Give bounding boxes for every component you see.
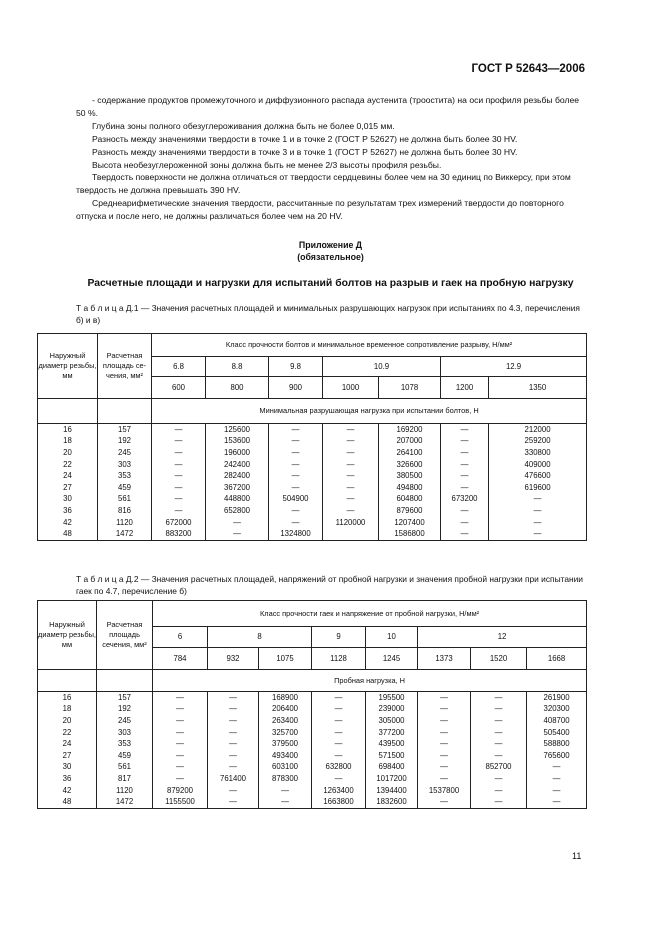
table-cell: 36 bbox=[38, 505, 98, 517]
t2-stress: 1520 bbox=[471, 648, 527, 670]
table-cell: 157 bbox=[97, 692, 153, 704]
table-cell: 125600 bbox=[206, 424, 269, 436]
table-cell: 153600 bbox=[206, 436, 269, 448]
table-cell: — bbox=[269, 505, 323, 517]
table-cell: 816 bbox=[98, 505, 152, 517]
table-cell: 48 bbox=[38, 528, 98, 540]
table-cell: — bbox=[208, 762, 259, 774]
table-cell: 571500 bbox=[366, 750, 418, 762]
table-cell: 196000 bbox=[206, 447, 269, 459]
table-cell: — bbox=[152, 447, 206, 459]
table-cell: 673200 bbox=[441, 494, 489, 506]
table-cell: — bbox=[152, 436, 206, 448]
table-cell: 30 bbox=[38, 762, 97, 774]
table-cell: 207000 bbox=[379, 436, 441, 448]
paragraph: Среднеарифметические значения твердости, рассчитанные по результатам трех измерений твердости до повторного отпуска и после него, не должны различаться более чем на 20 HV. bbox=[76, 198, 564, 222]
page-number: 11 bbox=[572, 851, 582, 861]
table-cell: 379500 bbox=[259, 738, 312, 750]
table-cell: 476600 bbox=[489, 470, 587, 482]
table-cell: — bbox=[153, 704, 208, 716]
table-row bbox=[38, 494, 587, 506]
table-row bbox=[38, 517, 587, 529]
table-cell: — bbox=[489, 494, 587, 506]
table-cell: — bbox=[153, 727, 208, 739]
table-cell: 157 bbox=[98, 424, 152, 436]
table-cell: — bbox=[323, 447, 379, 459]
paragraph: - содержание продуктов промежуточного и диффузионного распада аустенита (троостита) на оси профиля резьбы более 50 %. bbox=[76, 95, 580, 118]
table-cell: 1120000 bbox=[323, 517, 379, 529]
t1-class: 8.8 bbox=[206, 357, 269, 377]
table-cell: — bbox=[323, 436, 379, 448]
t1-strength: 900 bbox=[269, 377, 323, 399]
table-cell: 168900 bbox=[259, 692, 312, 704]
body-text bbox=[76, 94, 585, 223]
table-cell: — bbox=[153, 715, 208, 727]
table-cell: — bbox=[441, 447, 489, 459]
table-cell: — bbox=[471, 715, 527, 727]
table-cell: — bbox=[152, 494, 206, 506]
table-cell: — bbox=[441, 424, 489, 436]
table-cell: — bbox=[489, 505, 587, 517]
t2-header-diam: Наружный диаметр резьбы, мм bbox=[38, 601, 97, 670]
paragraph: Твердость поверхности не должна отличаться от твердости сердцевины более чем на 30 единиц по Виккерсу, при этом твердость не должна превышать 390 HV. bbox=[76, 172, 571, 196]
table-cell: — bbox=[208, 715, 259, 727]
t1-class: 6.8 bbox=[152, 357, 206, 377]
table-d2 bbox=[37, 600, 587, 809]
table-cell: 1663800 bbox=[312, 796, 366, 808]
table-cell: — bbox=[471, 796, 527, 808]
table-cell: 169200 bbox=[379, 424, 441, 436]
t1-class: 10.9 bbox=[323, 357, 441, 377]
table-cell: — bbox=[323, 459, 379, 471]
t2-stress: 932 bbox=[208, 648, 259, 670]
t2-stress: 784 bbox=[153, 648, 208, 670]
table-cell: 206400 bbox=[259, 704, 312, 716]
table-cell: 16 bbox=[38, 692, 97, 704]
table-cell: 27 bbox=[38, 482, 98, 494]
table-cell bbox=[323, 528, 379, 540]
table-cell: 883200 bbox=[152, 528, 206, 540]
table-row bbox=[38, 459, 587, 471]
table-cell: — bbox=[418, 715, 471, 727]
table-cell: — bbox=[208, 738, 259, 750]
table-cell: — bbox=[153, 773, 208, 785]
table-cell: — bbox=[471, 692, 527, 704]
table-cell: — bbox=[323, 482, 379, 494]
table-cell: 330800 bbox=[489, 447, 587, 459]
table-cell: — bbox=[441, 482, 489, 494]
t1-strength: 1350 bbox=[489, 377, 587, 399]
table-cell: 1207400 bbox=[379, 517, 441, 529]
table-row bbox=[38, 715, 587, 727]
table-row bbox=[38, 750, 587, 762]
table-cell: — bbox=[441, 528, 489, 540]
table-cell: 195500 bbox=[366, 692, 418, 704]
table-row bbox=[38, 447, 587, 459]
table-cell: 817 bbox=[97, 773, 153, 785]
table-cell: — bbox=[269, 447, 323, 459]
table-cell: — bbox=[323, 494, 379, 506]
table-cell: 1472 bbox=[97, 796, 153, 808]
table-cell: — bbox=[206, 528, 269, 540]
table-row bbox=[38, 796, 587, 808]
table-cell: 325700 bbox=[259, 727, 312, 739]
table-cell: — bbox=[441, 517, 489, 529]
table-cell: 30 bbox=[38, 494, 98, 506]
table-cell: — bbox=[471, 773, 527, 785]
table-cell: — bbox=[418, 762, 471, 774]
table1-caption: Т а б л и ц а Д.1 — Значения расчетных площадей и минимальных разрушающих нагрузок при испытаниях по 4.3, перечисления б) и в) bbox=[76, 303, 580, 325]
table-cell: 632800 bbox=[312, 762, 366, 774]
t1-strength: 1078 bbox=[379, 377, 441, 399]
table-cell: 879200 bbox=[153, 785, 208, 797]
table-cell: 408700 bbox=[527, 715, 587, 727]
table-row bbox=[38, 785, 587, 797]
table-cell: 879600 bbox=[379, 505, 441, 517]
table-cell: — bbox=[418, 704, 471, 716]
table-cell: — bbox=[527, 796, 587, 808]
table-cell: — bbox=[152, 482, 206, 494]
table-cell: 242400 bbox=[206, 459, 269, 471]
table-cell: 852700 bbox=[471, 762, 527, 774]
table-cell: — bbox=[206, 517, 269, 529]
table-cell: — bbox=[312, 750, 366, 762]
paragraph: Глубина зоны полного обезуглероживания должна быть не более 0,015 мм. bbox=[92, 120, 395, 131]
table-cell: 603100 bbox=[259, 762, 312, 774]
table-cell: — bbox=[259, 785, 312, 797]
document-code: ГОСТ Р 52643—2006 bbox=[471, 63, 585, 75]
table-cell: 1120 bbox=[97, 785, 153, 797]
table-cell: 494800 bbox=[379, 482, 441, 494]
table-cell: — bbox=[269, 517, 323, 529]
table-cell: 761400 bbox=[208, 773, 259, 785]
table-cell: 1394400 bbox=[366, 785, 418, 797]
table-cell: — bbox=[269, 482, 323, 494]
table-cell: 48 bbox=[38, 796, 97, 808]
table-row bbox=[38, 692, 587, 704]
table-cell: 1537800 bbox=[418, 785, 471, 797]
paragraph: Разность между значениями твердости в точке 3 и в точке 1 (ГОСТ Р 52627) не должна быть более 30 HV. bbox=[92, 146, 518, 157]
table-cell: 192 bbox=[97, 704, 153, 716]
table-cell: 16 bbox=[38, 424, 98, 436]
t2-stress: 1245 bbox=[366, 648, 418, 670]
table-cell: 380500 bbox=[379, 470, 441, 482]
table-cell: 303 bbox=[97, 727, 153, 739]
table-cell: 459 bbox=[98, 482, 152, 494]
table-cell: — bbox=[471, 727, 527, 739]
appendix-title: Приложение Д bbox=[298, 240, 363, 250]
table-cell: — bbox=[208, 704, 259, 716]
table-cell: — bbox=[471, 738, 527, 750]
t2-class: 12 bbox=[418, 627, 587, 648]
table-cell: 1017200 bbox=[366, 773, 418, 785]
table-cell: 24 bbox=[38, 470, 98, 482]
t2-header-area: Расчетная площадь сечения, мм² bbox=[97, 601, 153, 670]
table-cell: — bbox=[527, 773, 587, 785]
t2-header-load: Пробная нагрузка, Н bbox=[153, 670, 587, 692]
table-row bbox=[38, 727, 587, 739]
t2-stress: 1128 bbox=[312, 648, 366, 670]
table-cell: 493400 bbox=[259, 750, 312, 762]
table-row bbox=[38, 470, 587, 482]
table-cell: 245 bbox=[97, 715, 153, 727]
table-cell: 24 bbox=[38, 738, 97, 750]
t1-class: 9.8 bbox=[269, 357, 323, 377]
table-cell: 561 bbox=[97, 762, 153, 774]
table-cell: — bbox=[418, 692, 471, 704]
table-cell: 353 bbox=[98, 470, 152, 482]
table-cell: — bbox=[269, 470, 323, 482]
table-cell: 1155500 bbox=[153, 796, 208, 808]
t2-stress: 1668 bbox=[527, 648, 587, 670]
paragraph: Высота необезуглероженной зоны должна быть не менее 2/3 высоты профиля резьбы. bbox=[92, 159, 442, 170]
table-cell: 18 bbox=[38, 704, 97, 716]
t1-strength: 1200 bbox=[441, 377, 489, 399]
table-cell: — bbox=[312, 704, 366, 716]
table-cell: 22 bbox=[38, 727, 97, 739]
table-cell: — bbox=[269, 424, 323, 436]
table-cell: — bbox=[441, 470, 489, 482]
table-row bbox=[38, 704, 587, 716]
t2-stress: 1075 bbox=[259, 648, 312, 670]
table-cell: — bbox=[441, 459, 489, 471]
table-cell: 505400 bbox=[527, 727, 587, 739]
t1-class: 12.9 bbox=[441, 357, 587, 377]
table-cell: — bbox=[312, 692, 366, 704]
table-cell: 588800 bbox=[527, 738, 587, 750]
table-d1 bbox=[37, 333, 587, 541]
table-cell: 409000 bbox=[489, 459, 587, 471]
table-cell: 377200 bbox=[366, 727, 418, 739]
table-cell: 320300 bbox=[527, 704, 587, 716]
table-cell: — bbox=[269, 436, 323, 448]
table-cell: 1263400 bbox=[312, 785, 366, 797]
table-row bbox=[38, 424, 587, 436]
table-cell: 1586800 bbox=[379, 528, 441, 540]
table-cell: 1324800 bbox=[269, 528, 323, 540]
table-cell: 27 bbox=[38, 750, 97, 762]
table-cell: 282400 bbox=[206, 470, 269, 482]
table-row bbox=[38, 773, 587, 785]
table-cell: 439500 bbox=[366, 738, 418, 750]
table-cell: 192 bbox=[98, 436, 152, 448]
t2-class: 6 bbox=[153, 627, 208, 648]
table-cell: — bbox=[323, 470, 379, 482]
table-cell: 42 bbox=[38, 785, 97, 797]
table-cell: — bbox=[153, 738, 208, 750]
table-cell: 878300 bbox=[259, 773, 312, 785]
table-cell: — bbox=[208, 750, 259, 762]
t1-strength: 800 bbox=[206, 377, 269, 399]
table-cell: 448800 bbox=[206, 494, 269, 506]
table-cell: 672000 bbox=[152, 517, 206, 529]
t1-header-area: Расчетная площадь се-чения, мм² bbox=[98, 334, 152, 399]
table-cell: 504900 bbox=[269, 494, 323, 506]
table2-caption: Т а б л и ц а Д.2 — Значения расчетных площадей, напряжений от пробной нагрузки и значения пробной нагрузки при испытании гаек по 4.7, перечисление б) bbox=[76, 574, 583, 596]
t1-header-class: Класс прочности болтов и минимальное временное сопротивление разрыву, Н/мм² bbox=[152, 334, 587, 357]
table-cell: — bbox=[489, 517, 587, 529]
table-cell: — bbox=[527, 762, 587, 774]
table-cell: 303 bbox=[98, 459, 152, 471]
table-cell: 20 bbox=[38, 715, 97, 727]
table-cell: — bbox=[152, 459, 206, 471]
table-cell: 245 bbox=[98, 447, 152, 459]
table-cell: 353 bbox=[97, 738, 153, 750]
table-cell: — bbox=[471, 704, 527, 716]
table-row bbox=[38, 762, 587, 774]
table-cell: — bbox=[323, 424, 379, 436]
t1-header-diam: Наружный диаметр резьбы, мм bbox=[38, 334, 98, 399]
table-cell: — bbox=[312, 715, 366, 727]
table-cell: — bbox=[208, 796, 259, 808]
table-cell: 20 bbox=[38, 447, 98, 459]
t2-header-class: Класс прочности гаек и напряжение от пробной нагрузки, Н/мм² bbox=[153, 601, 587, 627]
table-cell: 652800 bbox=[206, 505, 269, 517]
table-cell: — bbox=[269, 459, 323, 471]
table-row bbox=[38, 738, 587, 750]
paragraph: Разность между значениями твердости в точке 1 и в точке 2 (ГОСТ Р 52627) не должна быть более 30 HV. bbox=[92, 133, 518, 144]
table-cell: — bbox=[208, 692, 259, 704]
table-cell: — bbox=[527, 785, 587, 797]
table-cell: 326600 bbox=[379, 459, 441, 471]
table-row bbox=[38, 528, 587, 540]
t1-header-load: Минимальная разрушающая нагрузка при испытании болтов, Н bbox=[152, 399, 587, 424]
table-row bbox=[38, 505, 587, 517]
table-cell: — bbox=[418, 738, 471, 750]
appendix-heading bbox=[76, 239, 585, 263]
table-cell: 1832600 bbox=[366, 796, 418, 808]
table-cell: — bbox=[418, 773, 471, 785]
table-cell: 765600 bbox=[527, 750, 587, 762]
appendix-status: (обязательное) bbox=[297, 252, 364, 262]
table-cell: 261900 bbox=[527, 692, 587, 704]
table-cell: — bbox=[323, 505, 379, 517]
table-cell: — bbox=[152, 505, 206, 517]
t2-class: 8 bbox=[208, 627, 312, 648]
table-cell: — bbox=[152, 424, 206, 436]
table-cell: 459 bbox=[97, 750, 153, 762]
table-cell: 36 bbox=[38, 773, 97, 785]
table-cell: — bbox=[471, 750, 527, 762]
table-cell: 1120 bbox=[98, 517, 152, 529]
table-cell: — bbox=[312, 773, 366, 785]
table-cell: — bbox=[208, 785, 259, 797]
t1-strength: 600 bbox=[152, 377, 206, 399]
table-cell: 263400 bbox=[259, 715, 312, 727]
table-cell: 239000 bbox=[366, 704, 418, 716]
table-cell: — bbox=[489, 528, 587, 540]
table-cell: — bbox=[441, 505, 489, 517]
table-cell: — bbox=[153, 762, 208, 774]
table-cell: 22 bbox=[38, 459, 98, 471]
table-cell: — bbox=[312, 738, 366, 750]
table-cell: — bbox=[153, 692, 208, 704]
table-row bbox=[38, 436, 587, 448]
table-cell: 1472 bbox=[98, 528, 152, 540]
table-cell: 18 bbox=[38, 436, 98, 448]
section-title: Расчетные площади и нагрузки для испытаний болтов на разрыв и гаек на пробную нагрузку bbox=[87, 278, 574, 289]
t1-strength: 1000 bbox=[323, 377, 379, 399]
table-cell: 698400 bbox=[366, 762, 418, 774]
table-cell: 259200 bbox=[489, 436, 587, 448]
t2-stress: 1373 bbox=[418, 648, 471, 670]
table-cell: — bbox=[418, 750, 471, 762]
table-cell: 561 bbox=[98, 494, 152, 506]
table-cell: 42 bbox=[38, 517, 98, 529]
table-cell: 619600 bbox=[489, 482, 587, 494]
table-cell: — bbox=[208, 727, 259, 739]
table-cell: 305000 bbox=[366, 715, 418, 727]
table-cell: — bbox=[312, 727, 366, 739]
table-cell: — bbox=[259, 796, 312, 808]
table-cell: 604800 bbox=[379, 494, 441, 506]
table-cell: 367200 bbox=[206, 482, 269, 494]
table-cell: — bbox=[153, 750, 208, 762]
table-row bbox=[38, 482, 587, 494]
table-cell: 212000 bbox=[489, 424, 587, 436]
table-cell: — bbox=[418, 727, 471, 739]
table-cell: — bbox=[152, 470, 206, 482]
t2-class: 10 bbox=[366, 627, 418, 648]
t2-class: 9 bbox=[312, 627, 366, 648]
table-cell: — bbox=[418, 796, 471, 808]
table-cell: 264100 bbox=[379, 447, 441, 459]
table-cell: — bbox=[471, 785, 527, 797]
table-cell: — bbox=[441, 436, 489, 448]
